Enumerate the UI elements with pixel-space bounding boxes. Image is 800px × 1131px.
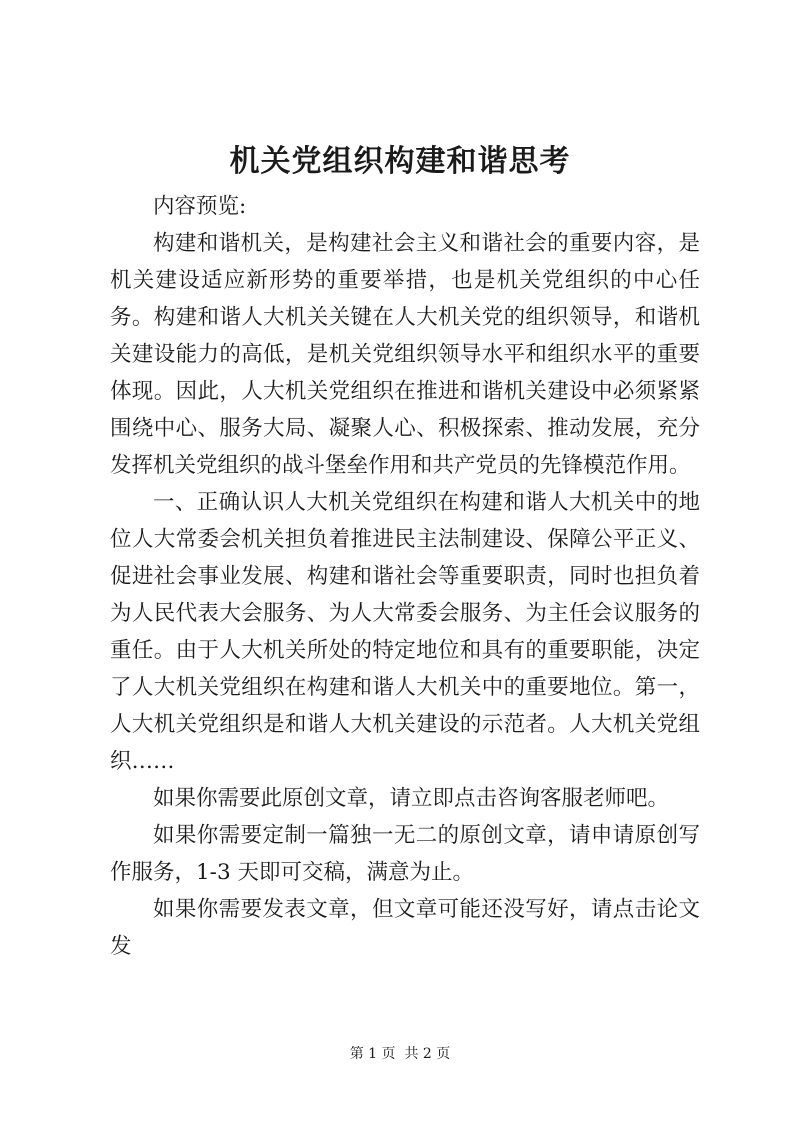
consult-paragraph: 如果你需要此原创文章，请立即点击咨询客服老师吧。 bbox=[153, 786, 670, 811]
document-title: 机关党组织构建和谐思考 bbox=[229, 144, 571, 179]
page-footer bbox=[0, 1044, 800, 1064]
section-one-paragraph: 一、正确认识人大机关党组织在构建和谐人大机关中的地位人大常委会机关担负着推进民主法制建设、保障公平正义、促进社会事业发展、构建和谐社会等重要职责，同时也担负着为人民代表大会服务、为人大常委会服务、为主任会议服务的重任。由于人大机关所处的特定地位和具有的重要职能，决定了人大机关党组织在构建和谐人大机关中的重要地位。第一，人大机关党组织是和谐人大机关建设的示范者。人大机关党组织…… bbox=[110, 490, 700, 774]
publish-paragraph: 如果你需要发表文章，但文章可能还没写好，请点击论文发 bbox=[110, 897, 700, 959]
preview-label: 内容预览: bbox=[153, 194, 247, 219]
intro-paragraph: 构建和谐机关，是构建社会主义和谐社会的重要内容，是机关建设适应新形势的重要举措，也是机关党组织的中心任务。构建和谐人大机关关键在人大机关党的组织领导，和谐机关建设能力的高低，是机关党组织领导水平和组织水平的重要体现。因此，人大机关党组织在推进和谐机关建设中必须紧紧围绕中心、服务大局、凝聚人心、积极探索、推动发展，充分发挥机关党组织的战斗堡垒作用和共产党员的先锋模范作用。 bbox=[110, 231, 700, 478]
custom-writing-paragraph: 如果你需要定制一篇独一无二的原创文章，请申请原创写作服务，1-3 天即可交稿，满意为止。 bbox=[110, 823, 700, 885]
page-number: 第 1 页 共 2 页 bbox=[349, 1046, 451, 1062]
document-body bbox=[110, 188, 700, 965]
